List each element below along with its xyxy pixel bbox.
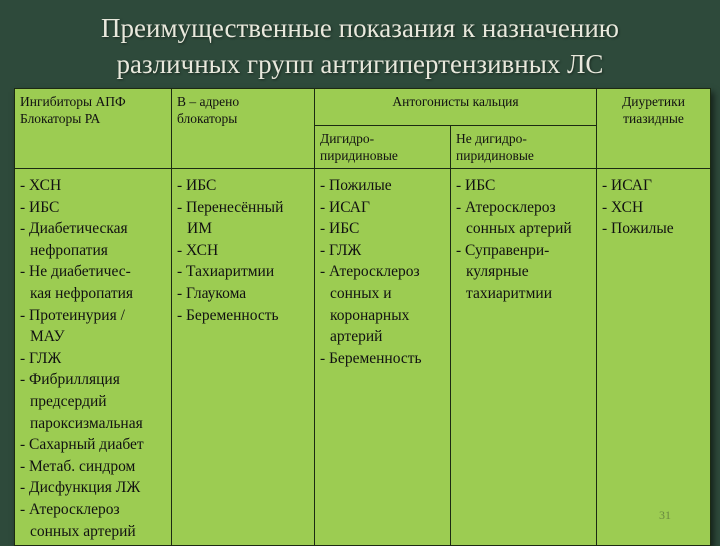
ace-indications-cell — [15, 169, 172, 546]
dhp-item: - ИСАГ — [320, 198, 370, 216]
dhp-item: артерий — [330, 328, 383, 346]
ace-item: - Дисфункция ЛЖ — [20, 479, 141, 497]
title-line-1: Преимущественные показания к назначению — [101, 13, 619, 43]
dhp-item: сонных и — [330, 284, 392, 302]
header-ace-line-2: Блокаторы РА — [20, 111, 101, 126]
header-diur-line-2: тиазидные — [623, 111, 684, 126]
ace-item: нефропатия — [30, 241, 108, 259]
header-ccb-label: Антогонисты кальция — [392, 94, 519, 109]
header-dihydropyridine — [315, 126, 451, 169]
header-row-1 — [15, 89, 711, 126]
beta-item: - Беременность — [177, 306, 279, 324]
dhp-item: - Пожилые — [320, 177, 392, 194]
diur-item: - Пожилые — [602, 220, 674, 238]
header-dhp-line-2: пиридиновые — [320, 148, 398, 163]
ace-item: - Атеросклероз — [20, 500, 120, 518]
diur-item: - ХСН — [602, 198, 644, 216]
slide-title — [0, 10, 720, 82]
ace-item: - Фибрилляция — [20, 371, 120, 389]
beta-item: - Перенесённый — [177, 198, 284, 216]
beta-item: - ХСН — [177, 241, 219, 259]
ndhp-item: сонных артерий — [466, 220, 572, 238]
page-number: 31 — [659, 508, 671, 522]
header-beta-blockers — [172, 89, 315, 169]
header-ace-line-1: Ингибиторы АПФ — [20, 94, 126, 109]
dhp-item: коронарных — [330, 306, 410, 324]
ace-item: предсердий — [30, 392, 107, 410]
ndhp-indications-cell — [451, 169, 597, 546]
header-thiazide-diuretics — [597, 89, 711, 169]
header-ndhp-line-1: Не дигидро- — [456, 131, 527, 146]
beta-indications-cell — [172, 169, 315, 546]
ace-item: - ГЛЖ — [20, 349, 62, 367]
dhp-item: - Атеросклероз — [320, 263, 420, 281]
beta-item: - Глаукома — [177, 284, 247, 302]
diur-indications-cell — [597, 169, 711, 546]
header-beta-line-1: В – адрено — [177, 94, 240, 109]
header-diur-line-1: Диуретики — [622, 94, 685, 109]
title-line-2: различных групп антигипертензивных ЛС — [116, 49, 604, 79]
ace-item: - Протеинурия / — [20, 306, 125, 324]
ndhp-item: - ИБС — [456, 177, 496, 194]
beta-item: - ИБС — [177, 177, 217, 194]
header-dhp-line-1: Дигидро- — [320, 131, 375, 146]
indications-row — [15, 169, 711, 546]
ace-item: - ИБС — [20, 198, 60, 216]
ace-item: - Сахарный диабет — [20, 436, 144, 454]
ace-item: кая нефропатия — [30, 284, 134, 302]
indications-table — [14, 88, 711, 546]
ndhp-item: - Суправенри- — [456, 241, 550, 259]
header-ace-inhibitors — [15, 89, 172, 169]
ndhp-item: - Атеросклероз — [456, 198, 556, 216]
ace-item: МАУ — [30, 328, 65, 346]
header-calcium-antagonists — [315, 89, 597, 126]
beta-item: - Тахиаритмии — [177, 263, 275, 281]
header-ndhp-line-2: пиридиновые — [456, 148, 534, 163]
header-non-dihydropyridine — [451, 126, 597, 169]
beta-item: ИМ — [187, 220, 212, 238]
ndhp-item: тахиаритмии — [466, 284, 552, 302]
diur-item: - ИСАГ — [602, 177, 652, 194]
ace-item: сонных артерий — [30, 522, 136, 540]
dhp-item: - ГЛЖ — [320, 241, 362, 259]
ace-item: пароксизмальная — [30, 414, 143, 432]
ace-item: - ХСН — [20, 177, 62, 194]
ndhp-item: кулярные — [466, 263, 529, 281]
header-beta-line-2: блокаторы — [177, 111, 238, 126]
dhp-item: - Беременность — [320, 349, 422, 367]
ace-item: - Метаб. синдром — [20, 457, 136, 475]
dhp-indications-cell — [315, 169, 451, 546]
dhp-item: - ИБС — [320, 220, 360, 238]
ace-item: - Диабетическая — [20, 220, 128, 238]
ace-item: - Не диабетичес- — [20, 263, 131, 281]
